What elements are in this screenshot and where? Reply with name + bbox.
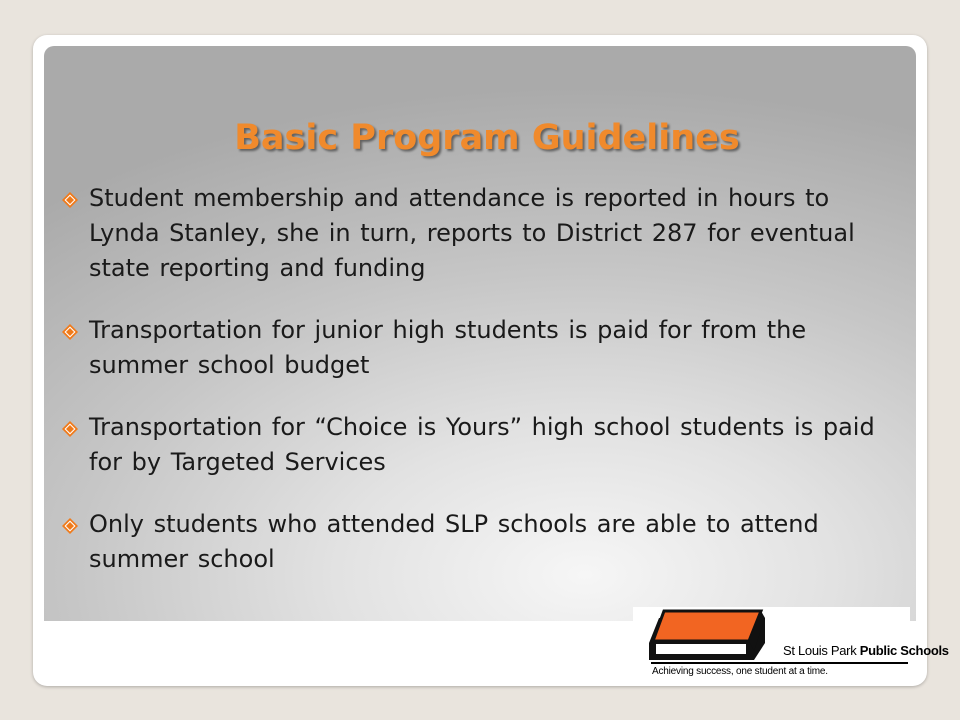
bullet-text: Transportation for “Choice is Yours” high school students is paid for by Targeted Services [89, 413, 875, 476]
diamond-bullet-icon [62, 324, 78, 340]
bullet-list [62, 181, 902, 604]
diamond-bullet-icon [62, 192, 78, 208]
bullet-item [62, 313, 902, 383]
logo-tagline: Achieving success, one student at a time. [652, 666, 828, 677]
bullet-text: Student membership and attendance is reported in hours to Lynda Stanley, she in turn, reports to District 287 for eventual state reporting and funding [89, 184, 855, 282]
logo-name-regular: St Louis Park [783, 643, 857, 658]
logo-divider [651, 662, 908, 664]
bullet-item [62, 181, 902, 286]
bullet-item [62, 410, 902, 480]
diamond-bullet-icon [62, 518, 78, 534]
school-logo [633, 607, 949, 682]
bullet-text: Only students who attended SLP schools are able to attend summer school [89, 510, 819, 573]
logo-school-name [783, 643, 949, 658]
diamond-bullet-icon [62, 421, 78, 437]
slide-title: Basic Program Guidelines [234, 118, 740, 158]
logo-name-bold: Public Schools [859, 643, 949, 658]
bullet-item [62, 507, 902, 577]
book-icon [633, 607, 783, 663]
bullet-text: Transportation for junior high students is paid for from the summer school budget [89, 316, 807, 379]
